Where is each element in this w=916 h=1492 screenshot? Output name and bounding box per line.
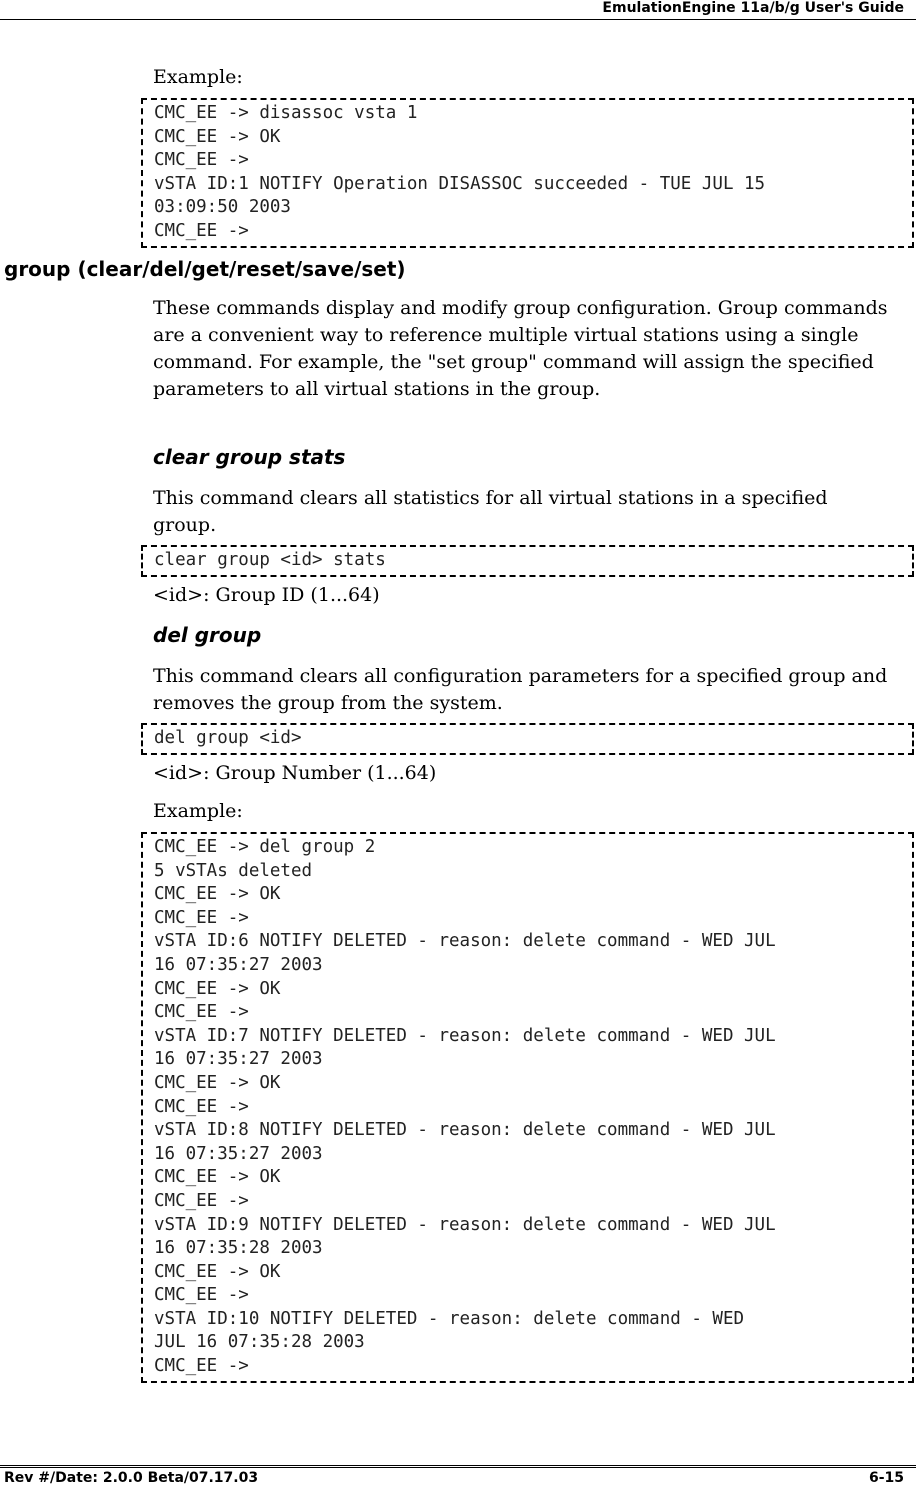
- group-description: These commands display and modify group configuration. Group commands are a convenient way to reference multiple virtual stations using a single command. For example, the "set group" command will assign the specified parameters to all virtual stations in the group.: [153, 297, 888, 400]
- page-number: 6-15: [868, 1470, 904, 1486]
- revision-date: Rev #/Date: 2.0.0 Beta/07.17.03: [4, 1470, 259, 1486]
- code-block-clear-syntax: clear group <id> stats: [141, 545, 914, 577]
- subheading-del-group: del group: [153, 623, 262, 647]
- document-title: EmulationEngine 11a/b/g User's Guide: [602, 0, 904, 16]
- page-header: [0, 0, 916, 20]
- clear-group-param: <id>: Group ID (1...64): [153, 584, 380, 606]
- example-label: Example:: [153, 66, 243, 88]
- subheading-clear-group-stats: clear group stats: [153, 445, 346, 469]
- del-group-param: <id>: Group Number (1...64): [153, 762, 437, 784]
- code-block-del-example: CMC_EE -> del group 2 5 vSTAs deleted CMC_EE -> OK CMC_EE -> vSTA ID:6 NOTIFY DELETED - reason: delete command - WED JUL 16 07:35:27 2003 CMC_EE -> OK CMC_EE -> vSTA ID:7 NOTIFY DELETED - reason: delete command - WED JUL 16 07:35:27 2003 CMC_EE -> OK CMC_EE -> vSTA ID:8 NOTIFY DELETED - reason: delete command - WED JUL 16 07:35:27 2003 CMC_EE -> OK CMC_EE -> vSTA ID:9 NOTIFY DELETED - reason: delete command - WED JUL 16 07:35:28 2003 CMC_EE -> OK CMC_EE -> vSTA ID:10 NOTIFY DELETED - reason: delete command - WED JUL 16 07:35:28 2003 CMC_EE ->: [141, 832, 914, 1383]
- page-footer: [0, 1465, 916, 1492]
- example-label-2: Example:: [153, 800, 243, 822]
- code-block-del-syntax: del group <id>: [141, 723, 914, 755]
- del-group-description: This command clears all configuration parameters for a specified group and removes the group from the system.: [153, 665, 888, 714]
- clear-group-description: This command clears all statistics for all virtual stations in a specified group.: [153, 487, 828, 536]
- section-heading-group: group (clear/del/get/reset/save/set): [4, 257, 406, 281]
- code-block-disassoc-example: CMC_EE -> disassoc vsta 1 CMC_EE -> OK CMC_EE -> vSTA ID:1 NOTIFY Operation DISASSOC succeeded - TUE JUL 15 03:09:50 2003 CMC_EE ->: [141, 98, 914, 248]
